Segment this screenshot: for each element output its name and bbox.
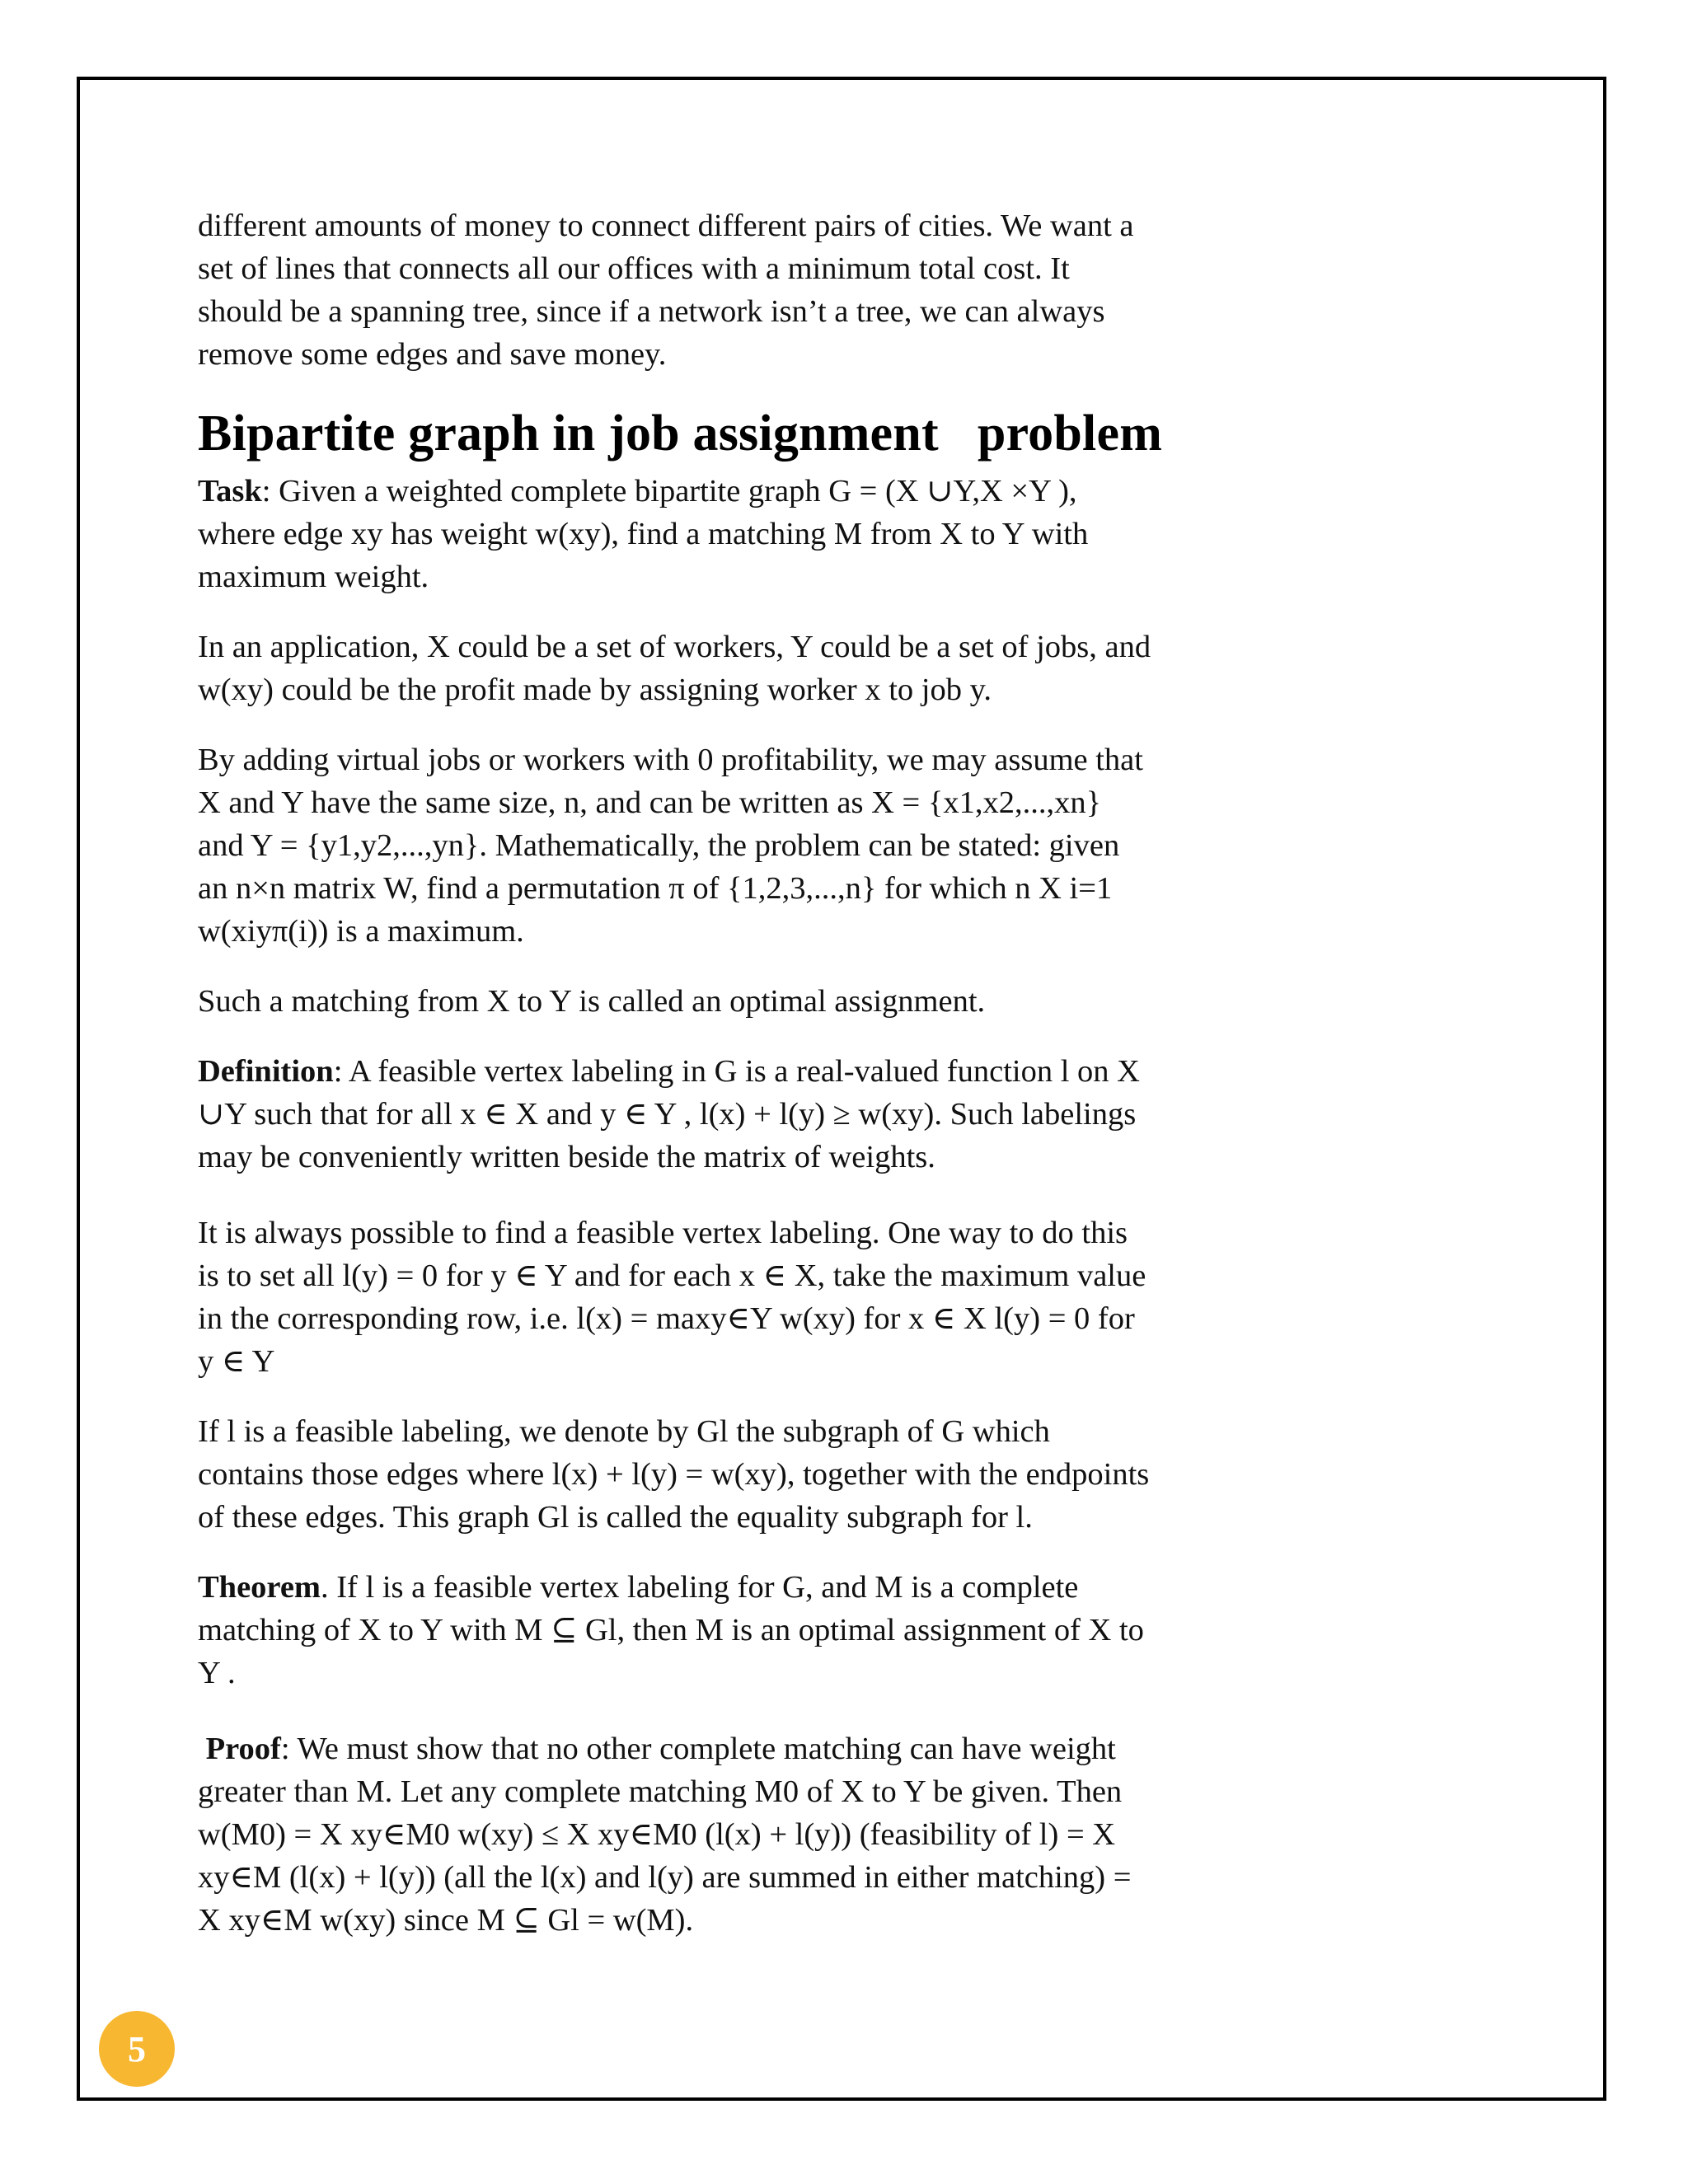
text-line: w(xy) could be the profit made by assigning worker x to job y. bbox=[198, 673, 992, 707]
task-paragraph bbox=[198, 470, 1286, 598]
application-paragraph bbox=[198, 626, 1286, 711]
text-line: : A feasible vertex labeling in G is a real-valued function l on X bbox=[333, 1054, 1140, 1089]
text-line: maximum weight. bbox=[198, 560, 429, 594]
text-line: By adding virtual jobs or workers with 0 profitability, we may assume that bbox=[198, 743, 1143, 777]
text-line: ∪Y such that for all x ∈ X and y ∈ Y , l(x) + l(y) ≥ w(xy). Such labelings bbox=[198, 1097, 1137, 1132]
text-line: If l is a feasible labeling, we denote by Gl the subgraph of G which bbox=[198, 1414, 1050, 1449]
text-line: Y . bbox=[198, 1656, 236, 1690]
equality-paragraph bbox=[198, 1410, 1286, 1539]
text-line: may be conveniently written beside the matrix of weights. bbox=[198, 1140, 935, 1174]
text-line: and Y = {y1,y2,...,yn}. Mathematically, the problem can be stated: given bbox=[198, 828, 1120, 863]
text-line: an n×n matrix W, find a permutation π of {1,2,3,...,n} for which n X i=1 bbox=[198, 871, 1113, 906]
theorem-paragraph bbox=[198, 1566, 1286, 1694]
text-line: of these edges. This graph Gl is called the equality subgraph for l. bbox=[198, 1500, 1033, 1535]
text-line: w(M0) = X xy∈M0 w(xy) ≤ X xy∈M0 (l(x) + l(y)) (feasibility of l) = X bbox=[198, 1817, 1116, 1852]
task-label: Task bbox=[198, 474, 262, 509]
possible-paragraph bbox=[198, 1212, 1286, 1383]
text-line: contains those edges where l(x) + l(y) = w(xy), together with the endpoints bbox=[198, 1457, 1150, 1492]
theorem-label: Theorem bbox=[198, 1570, 321, 1605]
optimal-paragraph: Such a matching from X to Y is called an optimal assignment. bbox=[198, 984, 986, 1019]
definition-paragraph bbox=[198, 1050, 1286, 1179]
text-line: . If l is a feasible vertex labeling for G, and M is a complete bbox=[320, 1570, 1079, 1605]
text-line: in the corresponding row, i.e. l(x) = maxy∈Y w(xy) for x ∈ X l(y) = 0 for bbox=[198, 1301, 1135, 1336]
text-line: should be a spanning tree, since if a network isn’t a tree, we can always bbox=[198, 294, 1105, 329]
text-line: matching of X to Y with M ⊆ Gl, then M is an optimal assignment of X to bbox=[198, 1613, 1144, 1647]
section-heading: Bipartite graph in job assignment problem bbox=[198, 405, 1163, 462]
text-line: different amounts of money to connect different pairs of cities. We want a bbox=[198, 209, 1134, 243]
text-line: : We must show that no other complete matching can have weight bbox=[280, 1732, 1116, 1766]
text-line: X xy∈M w(xy) since M ⊆ Gl = w(M). bbox=[198, 1903, 694, 1938]
proof-paragraph bbox=[198, 1727, 1286, 1942]
text-line: It is always possible to find a feasible vertex labeling. One way to do this bbox=[198, 1216, 1128, 1250]
text-line: w(xiyπ(i)) is a maximum. bbox=[198, 914, 524, 949]
intro-paragraph bbox=[198, 204, 1286, 376]
definition-label: Definition bbox=[198, 1054, 334, 1089]
text-line: greater than M. Let any complete matching M0 of X to Y be given. Then bbox=[198, 1774, 1123, 1809]
text-line: : Given a weighted complete bipartite graph G = (X ∪Y,X ×Y ), bbox=[261, 474, 1077, 509]
page-number-badge bbox=[99, 2011, 175, 2087]
text-line: remove some edges and save money. bbox=[198, 337, 667, 372]
text-line: xy∈M (l(x) + l(y)) (all the l(x) and l(y) are summed in either matching) = bbox=[198, 1860, 1132, 1895]
document-body bbox=[198, 204, 1286, 1942]
text-line: In an application, X could be a set of workers, Y could be a set of jobs, and bbox=[198, 630, 1151, 664]
virtual-paragraph bbox=[198, 738, 1286, 953]
text-line: where edge xy has weight w(xy), find a matching M from X to Y with bbox=[198, 517, 1089, 551]
text-line: X and Y have the same size, n, and can be written as X = {x1,x2,...,xn} bbox=[198, 785, 1102, 820]
proof-label: Proof bbox=[205, 1732, 281, 1766]
text-line: y ∈ Y bbox=[198, 1344, 275, 1379]
text-line: is to set all l(y) = 0 for y ∈ Y and for each x ∈ X, take the maximum value bbox=[198, 1258, 1146, 1293]
text-line: set of lines that connects all our offices with a minimum total cost. It bbox=[198, 251, 1070, 286]
page-number: 5 bbox=[128, 2028, 146, 2069]
